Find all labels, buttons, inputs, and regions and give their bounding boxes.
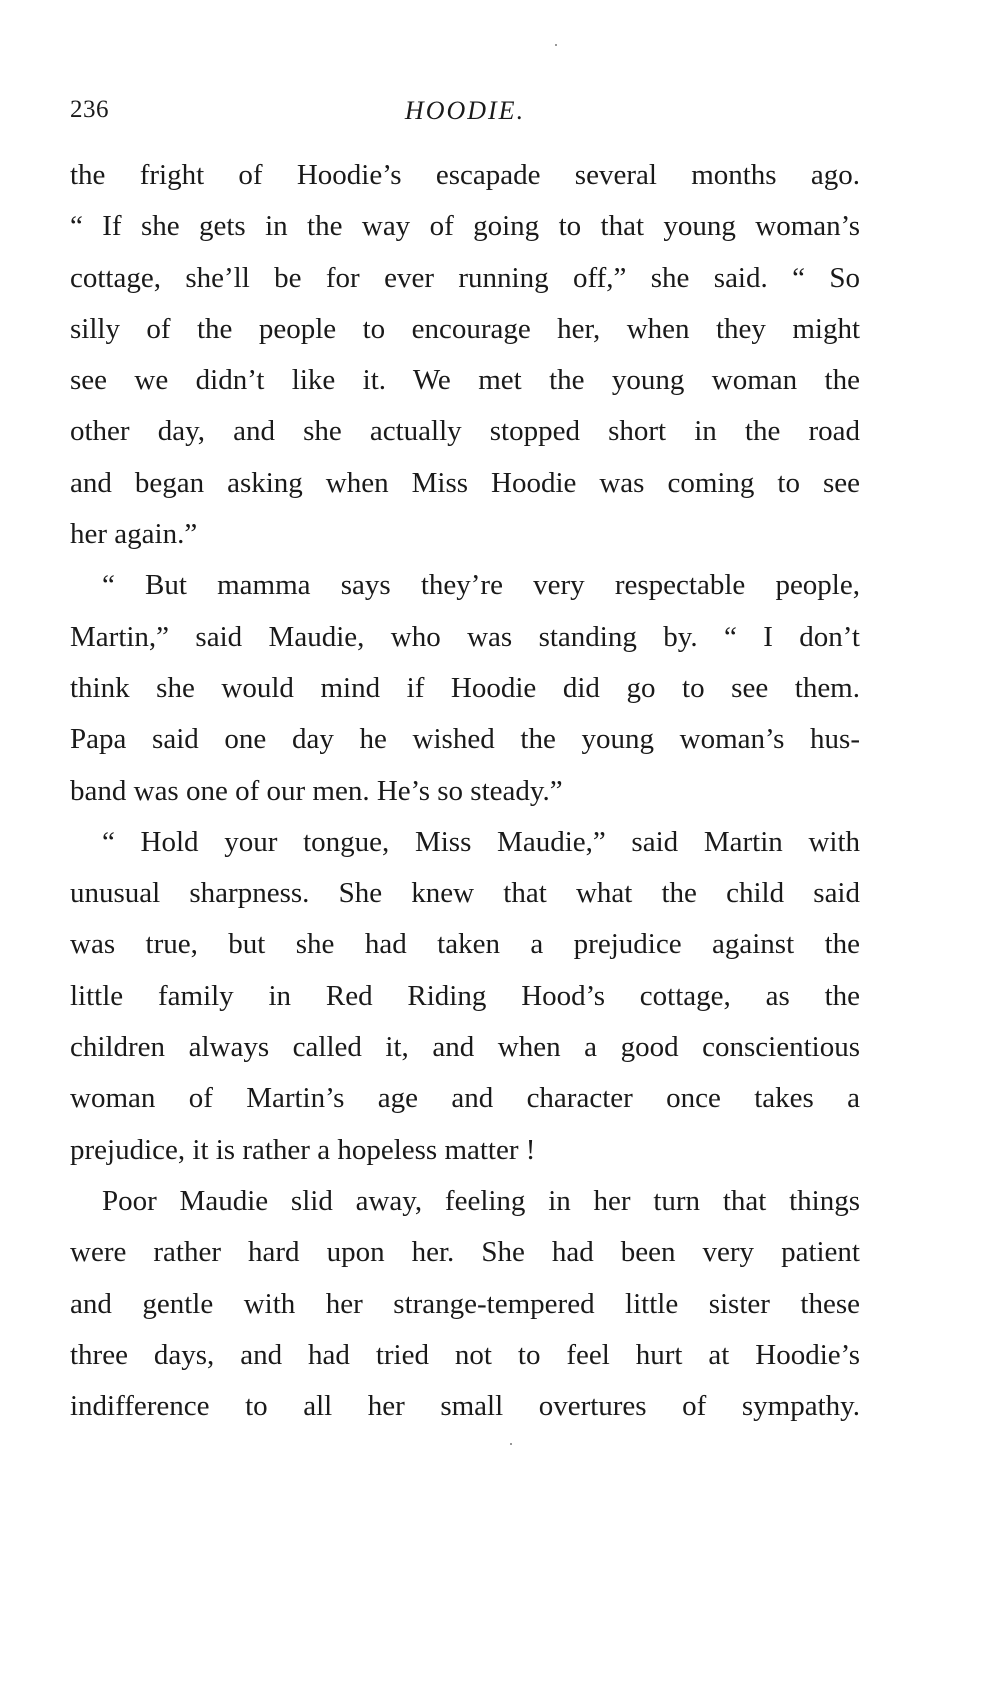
text-line: see we didn’t like it. We met the young woman the [70, 364, 860, 397]
paragraph [70, 150, 860, 560]
text-line: cottage, she’ll be for ever running off,” she said. “ So [70, 261, 860, 294]
text-line: were rather hard upon her. She had been very patient [70, 1236, 860, 1269]
text-line: think she would mind if Hoodie did go to see them. [70, 671, 860, 704]
page-number: 236 [70, 96, 109, 123]
paper-speck [510, 1443, 512, 1445]
text-line: “ But mamma says they’re very respectable people, [102, 569, 860, 602]
text-line: unusual sharpness. She knew that what the child said [70, 877, 860, 910]
text-line: Martin,” said Maudie, who was standing by. “ I don’t [70, 620, 860, 653]
text-line: indifference to all her small overtures of sympathy. [70, 1390, 860, 1423]
text-line: silly of the people to encourage her, when they might [70, 312, 860, 345]
page-header [70, 96, 860, 136]
text-line: other day, and she actually stopped short in the road [70, 415, 860, 448]
text-line: “ If she gets in the way of going to that young woman’s [70, 210, 860, 243]
text-line: her again.” [70, 518, 198, 551]
paragraph [70, 560, 860, 816]
text-line: and gentle with her strange-tempered little sister these [70, 1287, 860, 1320]
text-line: and began asking when Miss Hoodie was coming to see [70, 466, 860, 499]
paragraph [70, 1176, 860, 1432]
paragraph [70, 817, 860, 1176]
text-line: prejudice, it is rather a hopeless matter ! [70, 1133, 536, 1166]
paper-speck [555, 44, 557, 46]
text-line: “ Hold your tongue, Miss Maudie,” said Martin with [102, 825, 860, 858]
text-line: Poor Maudie slid away, feeling in her turn that things [102, 1184, 860, 1217]
text-line: children always called it, and when a good conscientious [70, 1031, 860, 1064]
text-line: woman of Martin’s age and character once takes a [70, 1082, 860, 1115]
text-line: little family in Red Riding Hood’s cottage, as the [70, 979, 860, 1012]
text-line: the fright of Hoodie’s escapade several months ago. [70, 159, 860, 191]
text-line: three days, and had tried not to feel hurt at Hoodie’s [70, 1338, 860, 1371]
text-line: band was one of our men. He’s so steady.” [70, 774, 563, 807]
running-title: HOODIE. [404, 96, 526, 125]
text-line: was true, but she had taken a prejudice against the [70, 928, 860, 961]
text-line: Papa said one day he wished the young woman’s hus- [70, 723, 860, 756]
body-text [70, 150, 860, 1432]
